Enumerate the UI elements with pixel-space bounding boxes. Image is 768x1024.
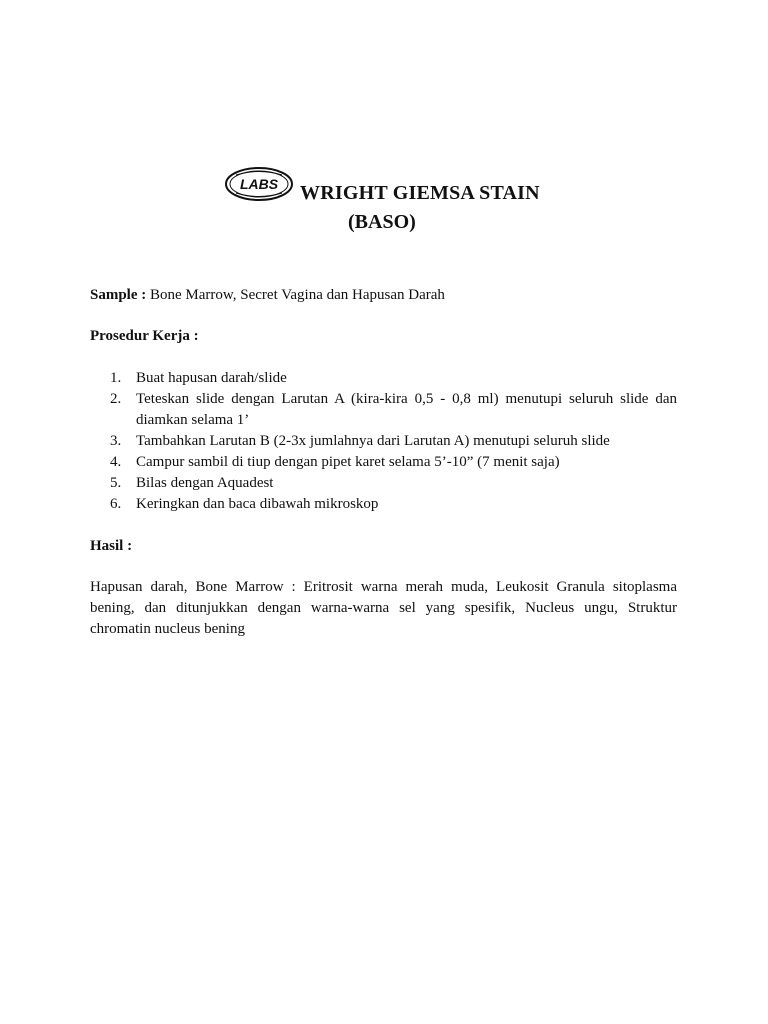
sample-label: Sample : <box>90 287 147 303</box>
step-text: Keringkan dan baca dibawah mikroskop <box>136 496 379 512</box>
list-item <box>90 473 677 494</box>
step-number: 2. <box>110 391 122 407</box>
list-item <box>90 389 677 431</box>
list-item <box>90 494 677 515</box>
procedure-steps-list <box>90 368 677 515</box>
step-number: 5. <box>110 475 122 491</box>
step-number: 1. <box>110 370 122 386</box>
list-item <box>90 368 677 389</box>
step-text: Teteskan slide dengan Larutan A (kira-kira 0,5 - 0,8 ml) menutupi seluruh slide dan diamkan selama 1’ <box>136 391 677 428</box>
list-item <box>90 431 677 452</box>
sample-line <box>90 285 677 306</box>
labs-logo <box>224 166 294 202</box>
step-number: 3. <box>110 433 122 449</box>
list-item <box>90 452 677 473</box>
prosedur-heading: Prosedur Kerja : <box>90 328 199 344</box>
step-text: Campur sambil di tiup dengan pipet karet selama 5’-10” (7 menit saja) <box>136 454 560 470</box>
logo-text: LABS <box>239 176 279 192</box>
step-number: 6. <box>110 496 122 512</box>
hasil-heading: Hasil : <box>90 538 133 554</box>
sample-value: Bone Marrow, Secret Vagina dan Hapusan Darah <box>146 287 445 303</box>
labs-logo-icon <box>224 166 294 202</box>
step-text: Buat hapusan darah/slide <box>136 370 287 386</box>
hasil-paragraph: Hapusan darah, Bone Marrow : Eritrosit warna merah muda, Leukosit Granula sitoplasma bening, dan ditunjukkan dengan warna-warna sel yang spesifik, Nucleus ungu, Struktur chromatin nucleus bening <box>90 579 677 637</box>
step-number: 4. <box>110 454 122 470</box>
document-subtitle: (BASO) <box>348 211 416 233</box>
step-text: Bilas dengan Aquadest <box>136 475 274 491</box>
document-title: WRIGHT GIEMSA STAIN <box>300 182 540 204</box>
step-text: Tambahkan Larutan B (2-3x jumlahnya dari Larutan A) menutupi seluruh slide <box>136 433 610 449</box>
